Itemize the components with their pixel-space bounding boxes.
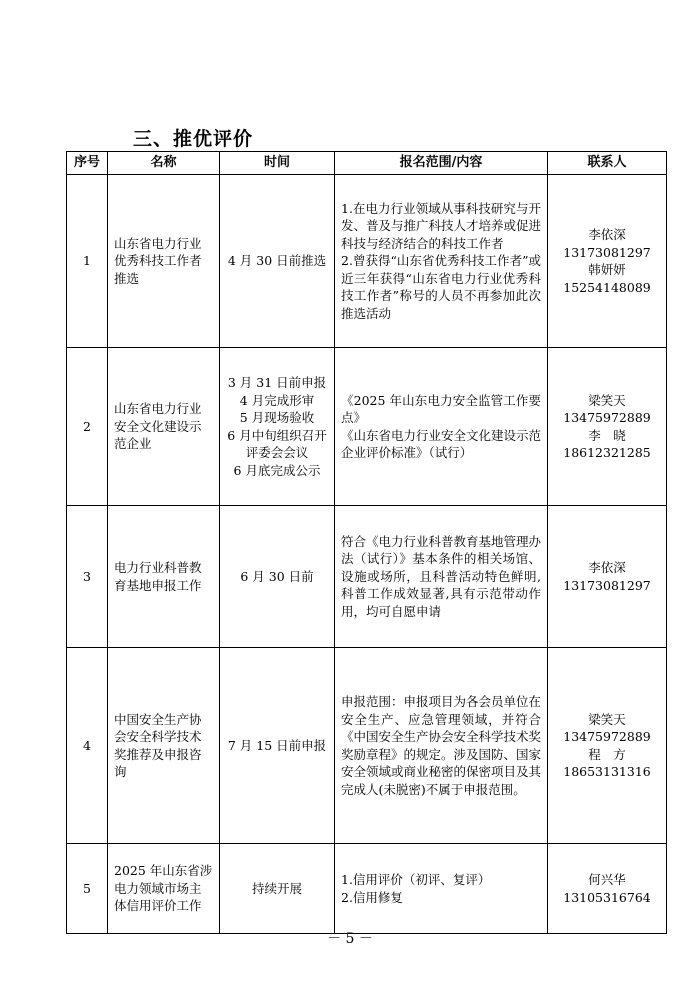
contact-phone: 18612321285: [563, 445, 651, 460]
item-time: [220, 648, 335, 844]
time-line: 7 月 15 日前申报: [227, 737, 327, 753]
row-number: 5: [67, 844, 108, 934]
contact-name: 程 方: [588, 746, 626, 762]
time-line: 3 月 31 日前申报: [227, 375, 327, 390]
row-number: 4: [67, 648, 108, 844]
header-number: 序号: [67, 152, 108, 175]
item-name: 电力行业科普教育基地申报工作: [108, 506, 220, 648]
section-title: 三、推优评价: [133, 128, 254, 150]
content-line: 1.在电力行业领域从事科技研究与开发、普及与推广科技人才培养或促进科技与经济结合的科技工作者: [341, 200, 542, 251]
item-content: [335, 648, 548, 844]
content-line: 申报范围：申报项目为各会员单位在安全生产、应急管理领域，并符合《中国安全生产协会安全科学技术奖奖励章程》的规定。涉及国防、国家安全领域或商业秘密的保密项目及其完成人(未脱密)不属于申报范围。: [341, 694, 542, 797]
item-content: [335, 844, 548, 934]
header-time: 时间: [220, 152, 335, 175]
header-content: 报名范围/内容: [335, 152, 548, 175]
item-name: 2025 年山东省涉电力领域市场主体信用评价工作: [108, 844, 220, 934]
item-content: [335, 506, 548, 648]
item-name: 中国安全生产协会安全科学技术奖推荐及申报咨询: [108, 648, 220, 844]
content-line: 符合《电力行业科普教育基地管理办法（试行）》基本条件的相关场馆、设施或场所，且科普活动特色鲜明,科普工作成效显著,具有示范带动作用，均可自愿申请: [341, 533, 542, 619]
content-line: 《山东省电力行业安全文化建设示范企业评价标准》（试行）: [341, 427, 542, 460]
time-line: 6 月 30 日前: [240, 568, 314, 584]
item-contact: [548, 506, 667, 648]
content-line: 《2025 年山东电力安全监管工作要点》: [341, 392, 541, 425]
table-header-row: [67, 152, 667, 175]
row-number: 1: [67, 175, 108, 348]
content-line: 2.曾获得“山东省优秀科技工作者”或近三年获得“山东省电力行业优秀科技工作者”称号的人员不再参加此次推选活动: [341, 253, 541, 321]
page-number: － 5 －: [327, 931, 373, 947]
contact-phone: 13475972889: [563, 410, 651, 425]
contact-name: 何兴华: [588, 872, 626, 887]
contact-name: 梁笑天: [588, 392, 626, 408]
item-contact: [548, 348, 667, 506]
time-line: 6 月中旬组织召开评委会会议: [227, 427, 327, 460]
contact-name: 李 晓: [588, 427, 626, 443]
contact-name: 梁笑天: [588, 711, 626, 727]
time-line: 4 月完成形审: [239, 392, 315, 408]
item-time: [220, 348, 335, 506]
contact-phone: 13173081297: [563, 577, 651, 593]
time-line: 持续开展: [251, 880, 302, 896]
item-content: [335, 348, 548, 506]
header-contact: 联系人: [548, 152, 667, 175]
header-name: 名称: [108, 152, 220, 175]
table-row: [67, 175, 667, 348]
content-line: 2.信用修复: [341, 889, 403, 905]
item-time: [220, 506, 335, 648]
table-row: [67, 506, 667, 648]
item-time: [220, 175, 335, 348]
row-number: 2: [67, 348, 108, 506]
contact-phone: 15254148089: [563, 279, 651, 295]
table-row: [67, 348, 667, 506]
content-line: 1.信用评价（初评、复评）: [341, 872, 491, 887]
table-row: [67, 844, 667, 934]
contact-name: 李依深: [588, 227, 626, 242]
item-content: [335, 175, 548, 348]
contact-phone: 13475972889: [563, 729, 651, 744]
item-contact: [548, 648, 667, 844]
item-name: 山东省电力行业安全文化建设示范企业: [108, 348, 220, 506]
contact-phone: 13173081297: [563, 244, 651, 260]
time-line: 6 月底完成公示: [233, 462, 321, 478]
table-row: [67, 648, 667, 844]
item-name: 山东省电力行业优秀科技工作者推选: [108, 175, 220, 348]
item-contact: [548, 175, 667, 348]
contact-phone: 18653131316: [563, 764, 651, 779]
item-time: [220, 844, 335, 934]
contact-name: 韩妍妍: [588, 262, 626, 277]
contact-name: 李依深: [588, 560, 626, 575]
item-contact: [548, 844, 667, 934]
contact-phone: 13105316764: [563, 889, 651, 905]
time-line: 4 月 30 日前推选: [227, 253, 327, 269]
evaluation-table: [66, 151, 667, 934]
row-number: 3: [67, 506, 108, 648]
time-line: 5 月现场验收: [239, 410, 315, 425]
